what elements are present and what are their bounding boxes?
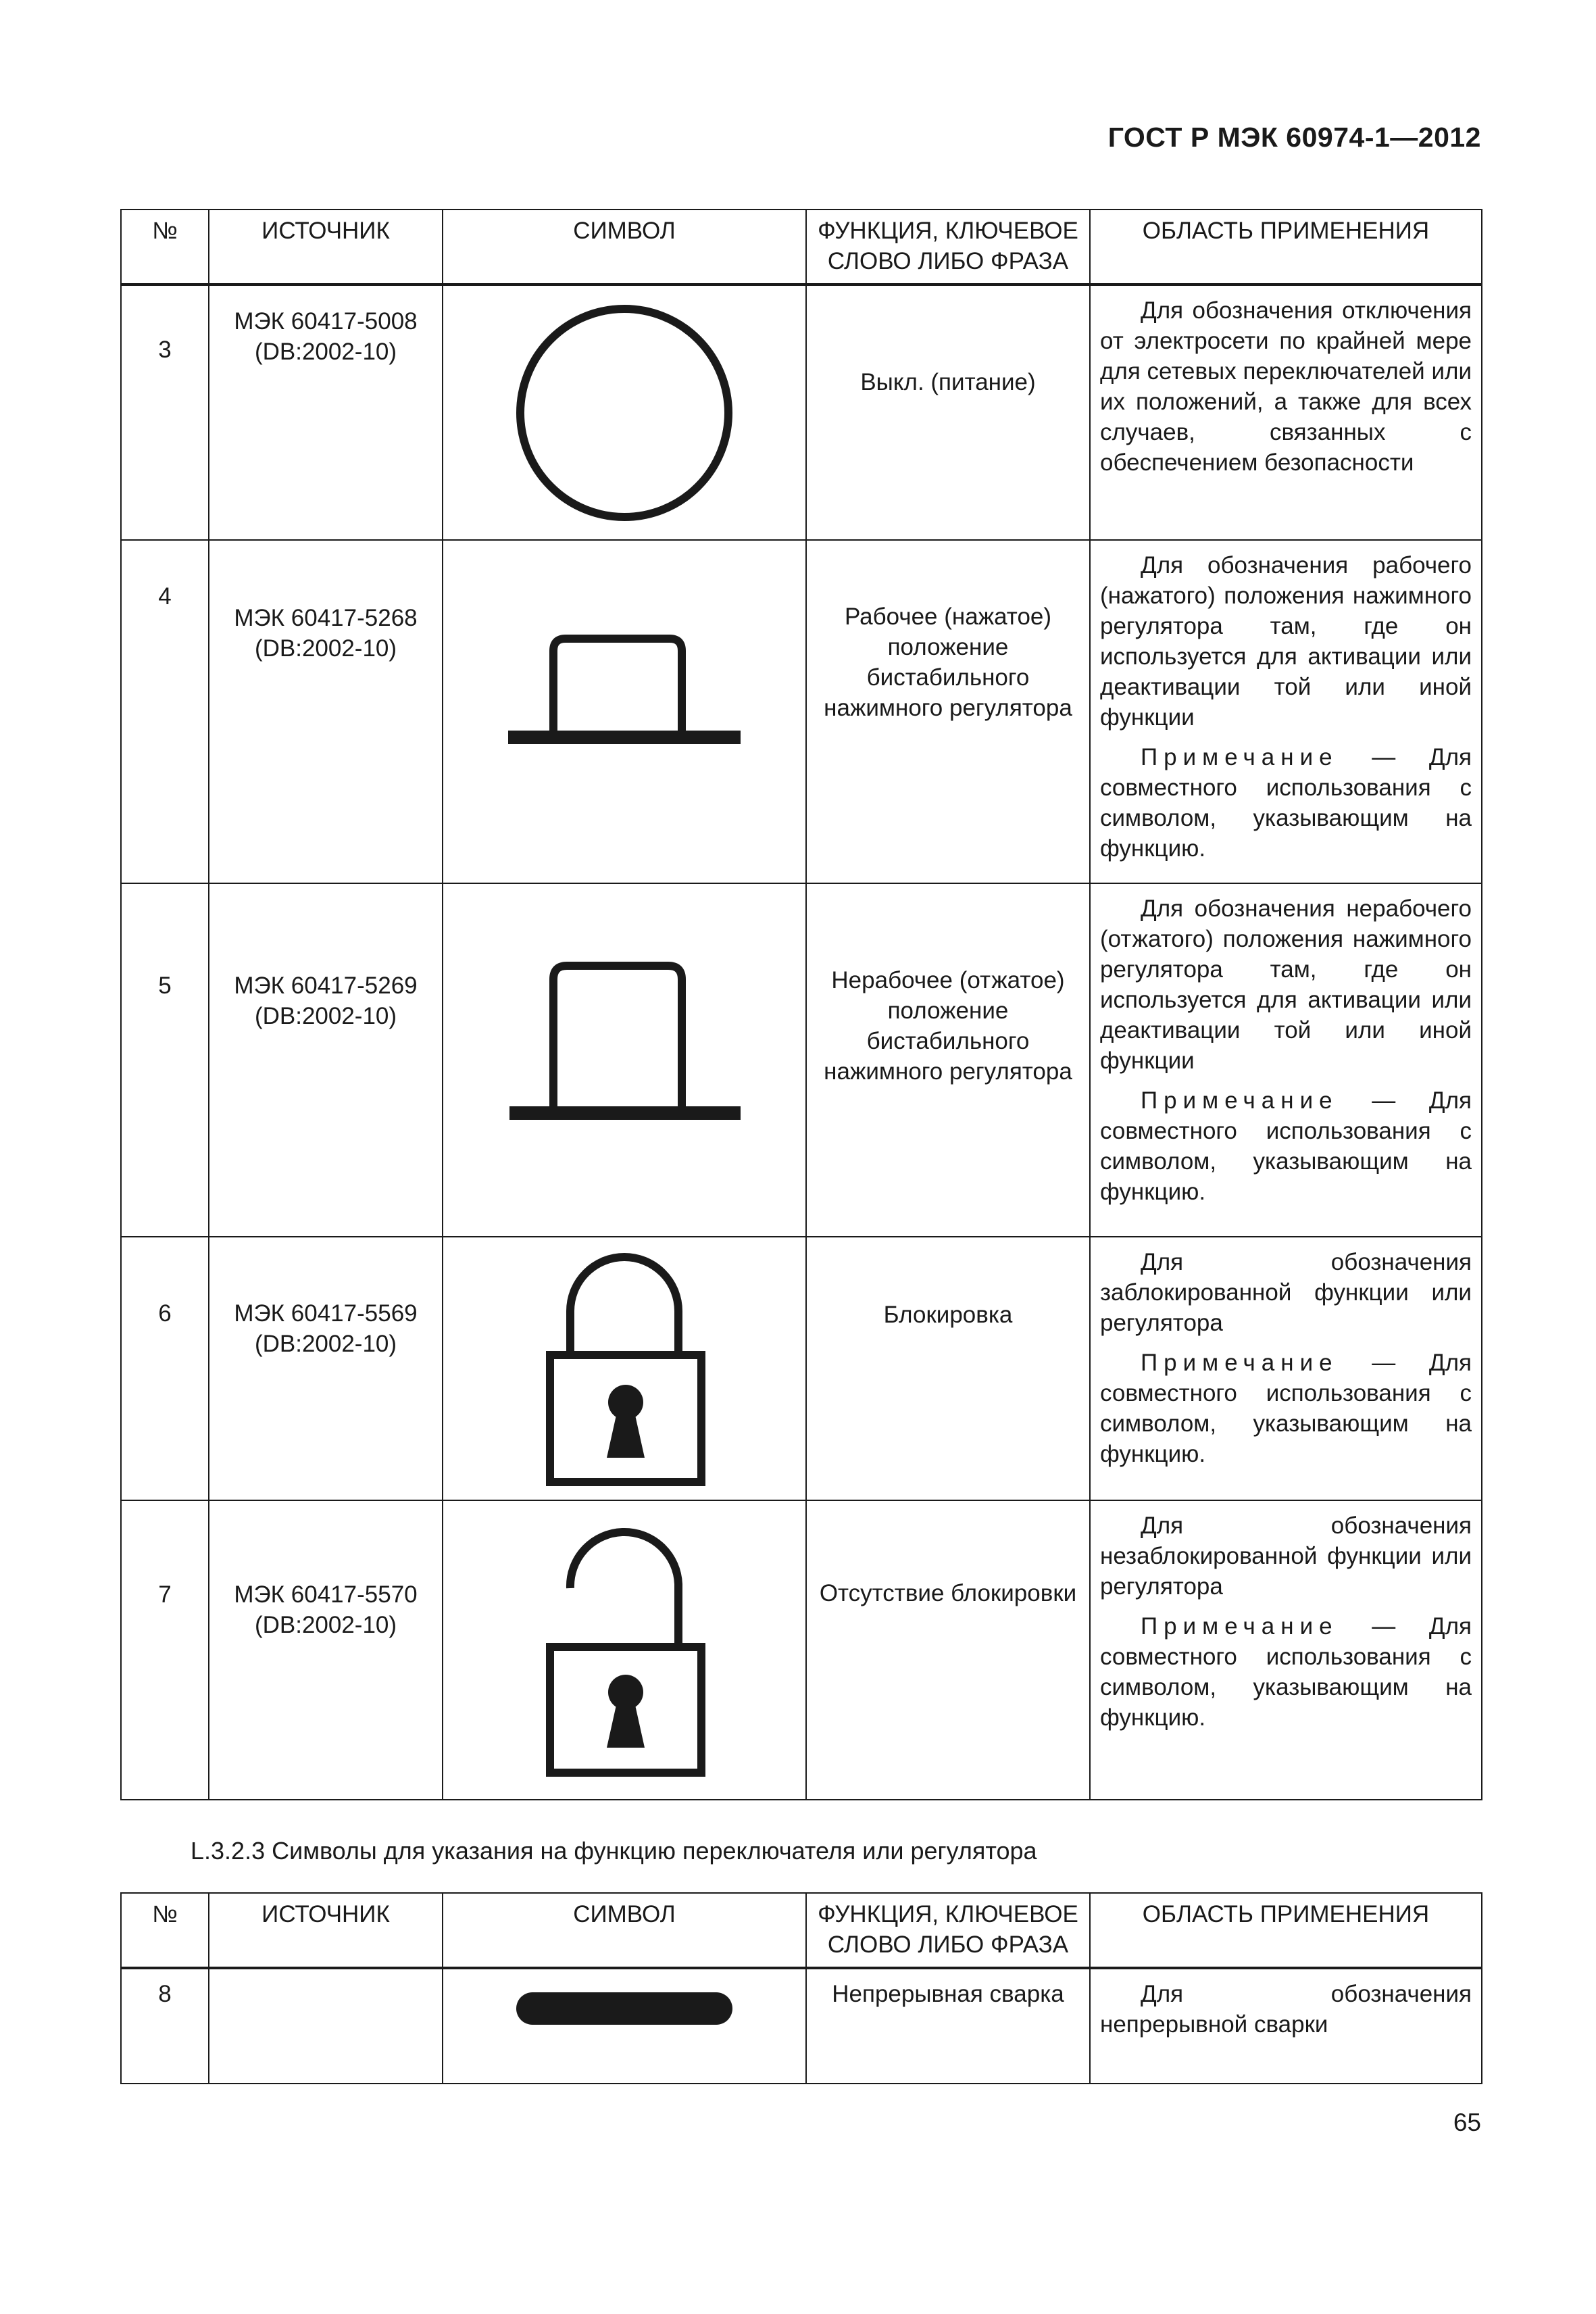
- area-text: Для обозначения заблокированной функции или регулятора: [1100, 1249, 1472, 1336]
- header-area: ОБЛАСТЬ ПРИМЕНЕНИЯ: [1090, 1893, 1482, 1967]
- area-note: [1100, 742, 1472, 864]
- area-note: [1100, 1085, 1472, 1207]
- table-row: [121, 285, 1482, 540]
- note-label: Примечание: [1141, 1087, 1339, 1114]
- row-function: Рабочее (нажатое) положение бистабильного нажимного регулятора: [806, 540, 1090, 883]
- note-text: — Для совместного использования с символом, указывающим на функцию.: [1100, 1350, 1472, 1467]
- header-source: ИСТОЧНИК: [209, 1893, 443, 1967]
- header-num: №: [121, 1893, 209, 1967]
- area-text: Для обозначения непрерывной сварки: [1100, 1981, 1472, 2038]
- row-num: 7: [121, 1500, 209, 1800]
- button-released-icon: [443, 883, 806, 1237]
- row-source: МЭК 60417-5268 (DB:2002-10): [209, 540, 443, 883]
- note-label: Примечание: [1141, 1350, 1339, 1376]
- note-text: — Для совместного использования с символом, указывающим на функцию.: [1100, 1087, 1472, 1205]
- area-text: Для обозначения нерабочего (отжатого) положения нажимного регулятора там, где он используется для активации или деактивации той или иной функции: [1100, 895, 1472, 1074]
- row-function: Непрерывная сварка: [806, 1969, 1090, 2084]
- row-area: [1090, 1500, 1482, 1800]
- table-row: [121, 1500, 1482, 1800]
- circle-off-icon: [443, 285, 806, 540]
- area-text: Для обозначения рабочего (нажатого) положения нажимного регулятора там, где он используется для активации или деактивации той или иной функции: [1100, 552, 1472, 731]
- header-function: ФУНКЦИЯ, КЛЮЧЕВОЕ СЛОВО ЛИБО ФРАЗА: [806, 1893, 1090, 1967]
- header-source: ИСТОЧНИК: [209, 210, 443, 284]
- symbols-table-2: [120, 1892, 1482, 2084]
- button-pressed-icon: [443, 540, 806, 883]
- header-num: №: [121, 210, 209, 284]
- note-label: Примечание: [1141, 1613, 1339, 1640]
- table-header-row: [121, 210, 1482, 284]
- table-row: [121, 883, 1482, 1237]
- symbols-table-1: [120, 209, 1482, 1800]
- section-caption: L.3.2.3 Символы для указания на функцию переключателя или регулятора: [191, 1837, 1037, 1865]
- row-area: [1090, 1237, 1482, 1500]
- row-num: 6: [121, 1237, 209, 1500]
- padlock-unlocked-icon: [443, 1500, 806, 1800]
- table-row: [121, 1969, 1482, 2084]
- row-function: Нерабочее (отжатое) положение бистабильного нажимного регулятора: [806, 883, 1090, 1237]
- row-num: 4: [121, 540, 209, 883]
- table-row: [121, 540, 1482, 883]
- note-label: Примечание: [1141, 744, 1339, 770]
- area-text: Для обозначения незаблокированной функции или регулятора: [1100, 1512, 1472, 1600]
- row-num: 3: [121, 285, 209, 540]
- table-header-row: [121, 1893, 1482, 1967]
- document-code: ГОСТ Р МЭК 60974-1—2012: [1107, 122, 1481, 153]
- header-symbol: СИМВОЛ: [443, 1893, 806, 1967]
- page-number: 65: [1453, 2109, 1481, 2136]
- row-area: [1090, 1969, 1482, 2084]
- area-text: Для обозначения отключения от электросети по крайней мере для сетевых переключателей или их положений, а также для всех случаев, связанных с обеспечением безопасности: [1100, 297, 1472, 476]
- area-note: [1100, 1611, 1472, 1733]
- padlock-locked-icon: [443, 1237, 806, 1500]
- row-source: [209, 1969, 443, 2084]
- row-source: МЭК 60417-5570 (DB:2002-10): [209, 1500, 443, 1800]
- row-source: МЭК 60417-5269 (DB:2002-10): [209, 883, 443, 1237]
- table-row: [121, 1237, 1482, 1500]
- row-function: Отсутствие блокировки: [806, 1500, 1090, 1800]
- row-num: 8: [121, 1969, 209, 2084]
- header-area: ОБЛАСТЬ ПРИМЕНЕНИЯ: [1090, 210, 1482, 284]
- row-area: [1090, 883, 1482, 1237]
- row-function: Блокировка: [806, 1237, 1090, 1500]
- row-area: [1090, 540, 1482, 883]
- area-note: [1100, 1348, 1472, 1469]
- row-source: МЭК 60417-5569 (DB:2002-10): [209, 1237, 443, 1500]
- row-area: [1090, 285, 1482, 540]
- header-function: ФУНКЦИЯ, КЛЮЧЕВОЕ СЛОВО ЛИБО ФРАЗА: [806, 210, 1090, 284]
- header-symbol: СИМВОЛ: [443, 210, 806, 284]
- note-text: — Для совместного использования с символом, указывающим на функцию.: [1100, 1613, 1472, 1731]
- row-function: Выкл. (питание): [806, 285, 1090, 540]
- row-num: 5: [121, 883, 209, 1237]
- row-source: МЭК 60417-5008 (DB:2002-10): [209, 285, 443, 540]
- continuous-weld-icon: [443, 1969, 806, 2084]
- note-text: — Для совместного использования с символом, указывающим на функцию.: [1100, 744, 1472, 862]
